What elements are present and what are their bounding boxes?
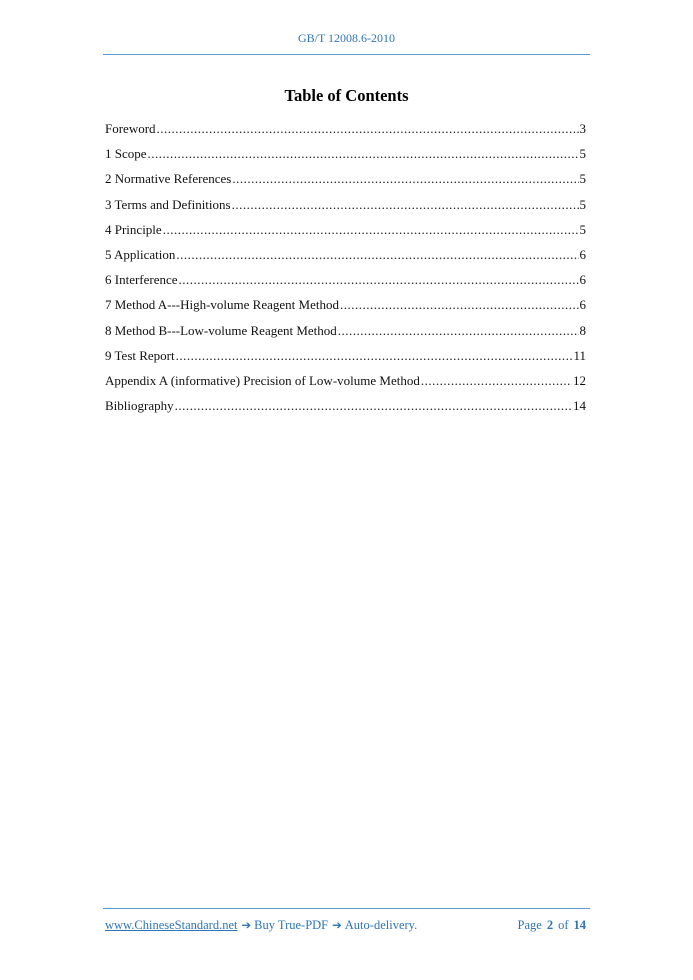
footer-promo xyxy=(105,918,417,933)
current-page-number: 2 xyxy=(546,918,554,932)
toc-entry-label: 8 Method B---Low-volume Reagent Method xyxy=(105,322,337,338)
toc-entry-bibliography[interactable] xyxy=(105,398,586,423)
page-counter xyxy=(518,918,586,933)
site-link[interactable]: www.ChineseStandard.net xyxy=(105,918,238,932)
dot-leader xyxy=(338,323,579,339)
toc-entry-label: 7 Method A---High-volume Reagent Method xyxy=(105,297,339,313)
toc-entry-foreword[interactable] xyxy=(105,121,586,146)
dot-leader xyxy=(179,272,579,288)
right-arrow-icon: ➔ xyxy=(332,918,342,932)
toc-entry-page: 5 xyxy=(579,221,586,237)
toc-entry-page: 11 xyxy=(573,347,586,363)
dot-leader xyxy=(340,297,579,313)
page-footer xyxy=(105,918,586,933)
dot-leader xyxy=(157,121,579,137)
toc-entry-label: Foreword xyxy=(105,121,156,136)
dot-leader xyxy=(176,348,573,364)
toc-entry-label: Bibliography xyxy=(105,398,174,414)
toc-entry-page: 6 xyxy=(579,297,586,313)
toc-entry-label: 4 Principle xyxy=(105,221,162,237)
toc-entry-page: 8 xyxy=(579,322,586,338)
toc-entry-label: Appendix A (informative) Precision of Low-volume Method xyxy=(105,372,420,388)
toc-entry-page: 6 xyxy=(579,272,586,288)
footer-divider xyxy=(103,908,590,909)
dot-leader xyxy=(163,222,579,238)
toc-entry-scope[interactable] xyxy=(105,146,586,171)
toc-entry-application[interactable] xyxy=(105,247,586,272)
toc-entry-label: 5 Application xyxy=(105,246,176,262)
total-page-number: 14 xyxy=(573,918,586,932)
dot-leader xyxy=(421,373,572,389)
toc-entry-normative-references[interactable] xyxy=(105,171,586,196)
toc-entry-page: 14 xyxy=(573,398,586,414)
dot-leader xyxy=(175,398,572,414)
toc-entry-page: 3 xyxy=(579,121,586,136)
dot-leader xyxy=(232,171,578,187)
toc-entry-principle[interactable] xyxy=(105,222,586,247)
toc-entry-method-a[interactable] xyxy=(105,297,586,322)
toc-entry-label: 6 Interference xyxy=(105,272,178,288)
toc-entry-page: 12 xyxy=(573,372,586,388)
toc-entry-label: 2 Normative References xyxy=(105,171,232,187)
toc-entry-page: 5 xyxy=(579,146,586,162)
dot-leader xyxy=(148,146,579,162)
toc-entry-terms-definitions[interactable] xyxy=(105,197,586,222)
toc-entry-page: 5 xyxy=(579,196,586,212)
toc-entry-method-b[interactable] xyxy=(105,323,586,348)
toc-entry-test-report[interactable] xyxy=(105,348,586,373)
page-word: Page xyxy=(517,918,542,932)
toc-entry-label: 9 Test Report xyxy=(105,347,175,363)
of-word: of xyxy=(558,918,569,932)
toc-entry-interference[interactable] xyxy=(105,272,586,297)
toc-entry-page: 5 xyxy=(579,171,586,187)
header-divider xyxy=(103,54,590,55)
toc-title: Table of Contents xyxy=(284,86,409,105)
dot-leader xyxy=(176,247,578,263)
right-arrow-icon: ➔ xyxy=(241,918,252,932)
toc-entry-label: 3 Terms and Definitions xyxy=(105,196,231,212)
dot-leader xyxy=(232,197,579,213)
toc-entry-appendix-a[interactable] xyxy=(105,373,586,398)
toc-entry-label: 1 Scope xyxy=(105,146,147,162)
toc-entry-page: 6 xyxy=(579,246,586,262)
auto-delivery-text: Auto-delivery. xyxy=(344,918,418,932)
running-header: GB/T 12008.6-2010 xyxy=(297,31,396,45)
buy-true-pdf-text: Buy True-PDF xyxy=(254,918,329,932)
toc-list xyxy=(105,121,586,423)
